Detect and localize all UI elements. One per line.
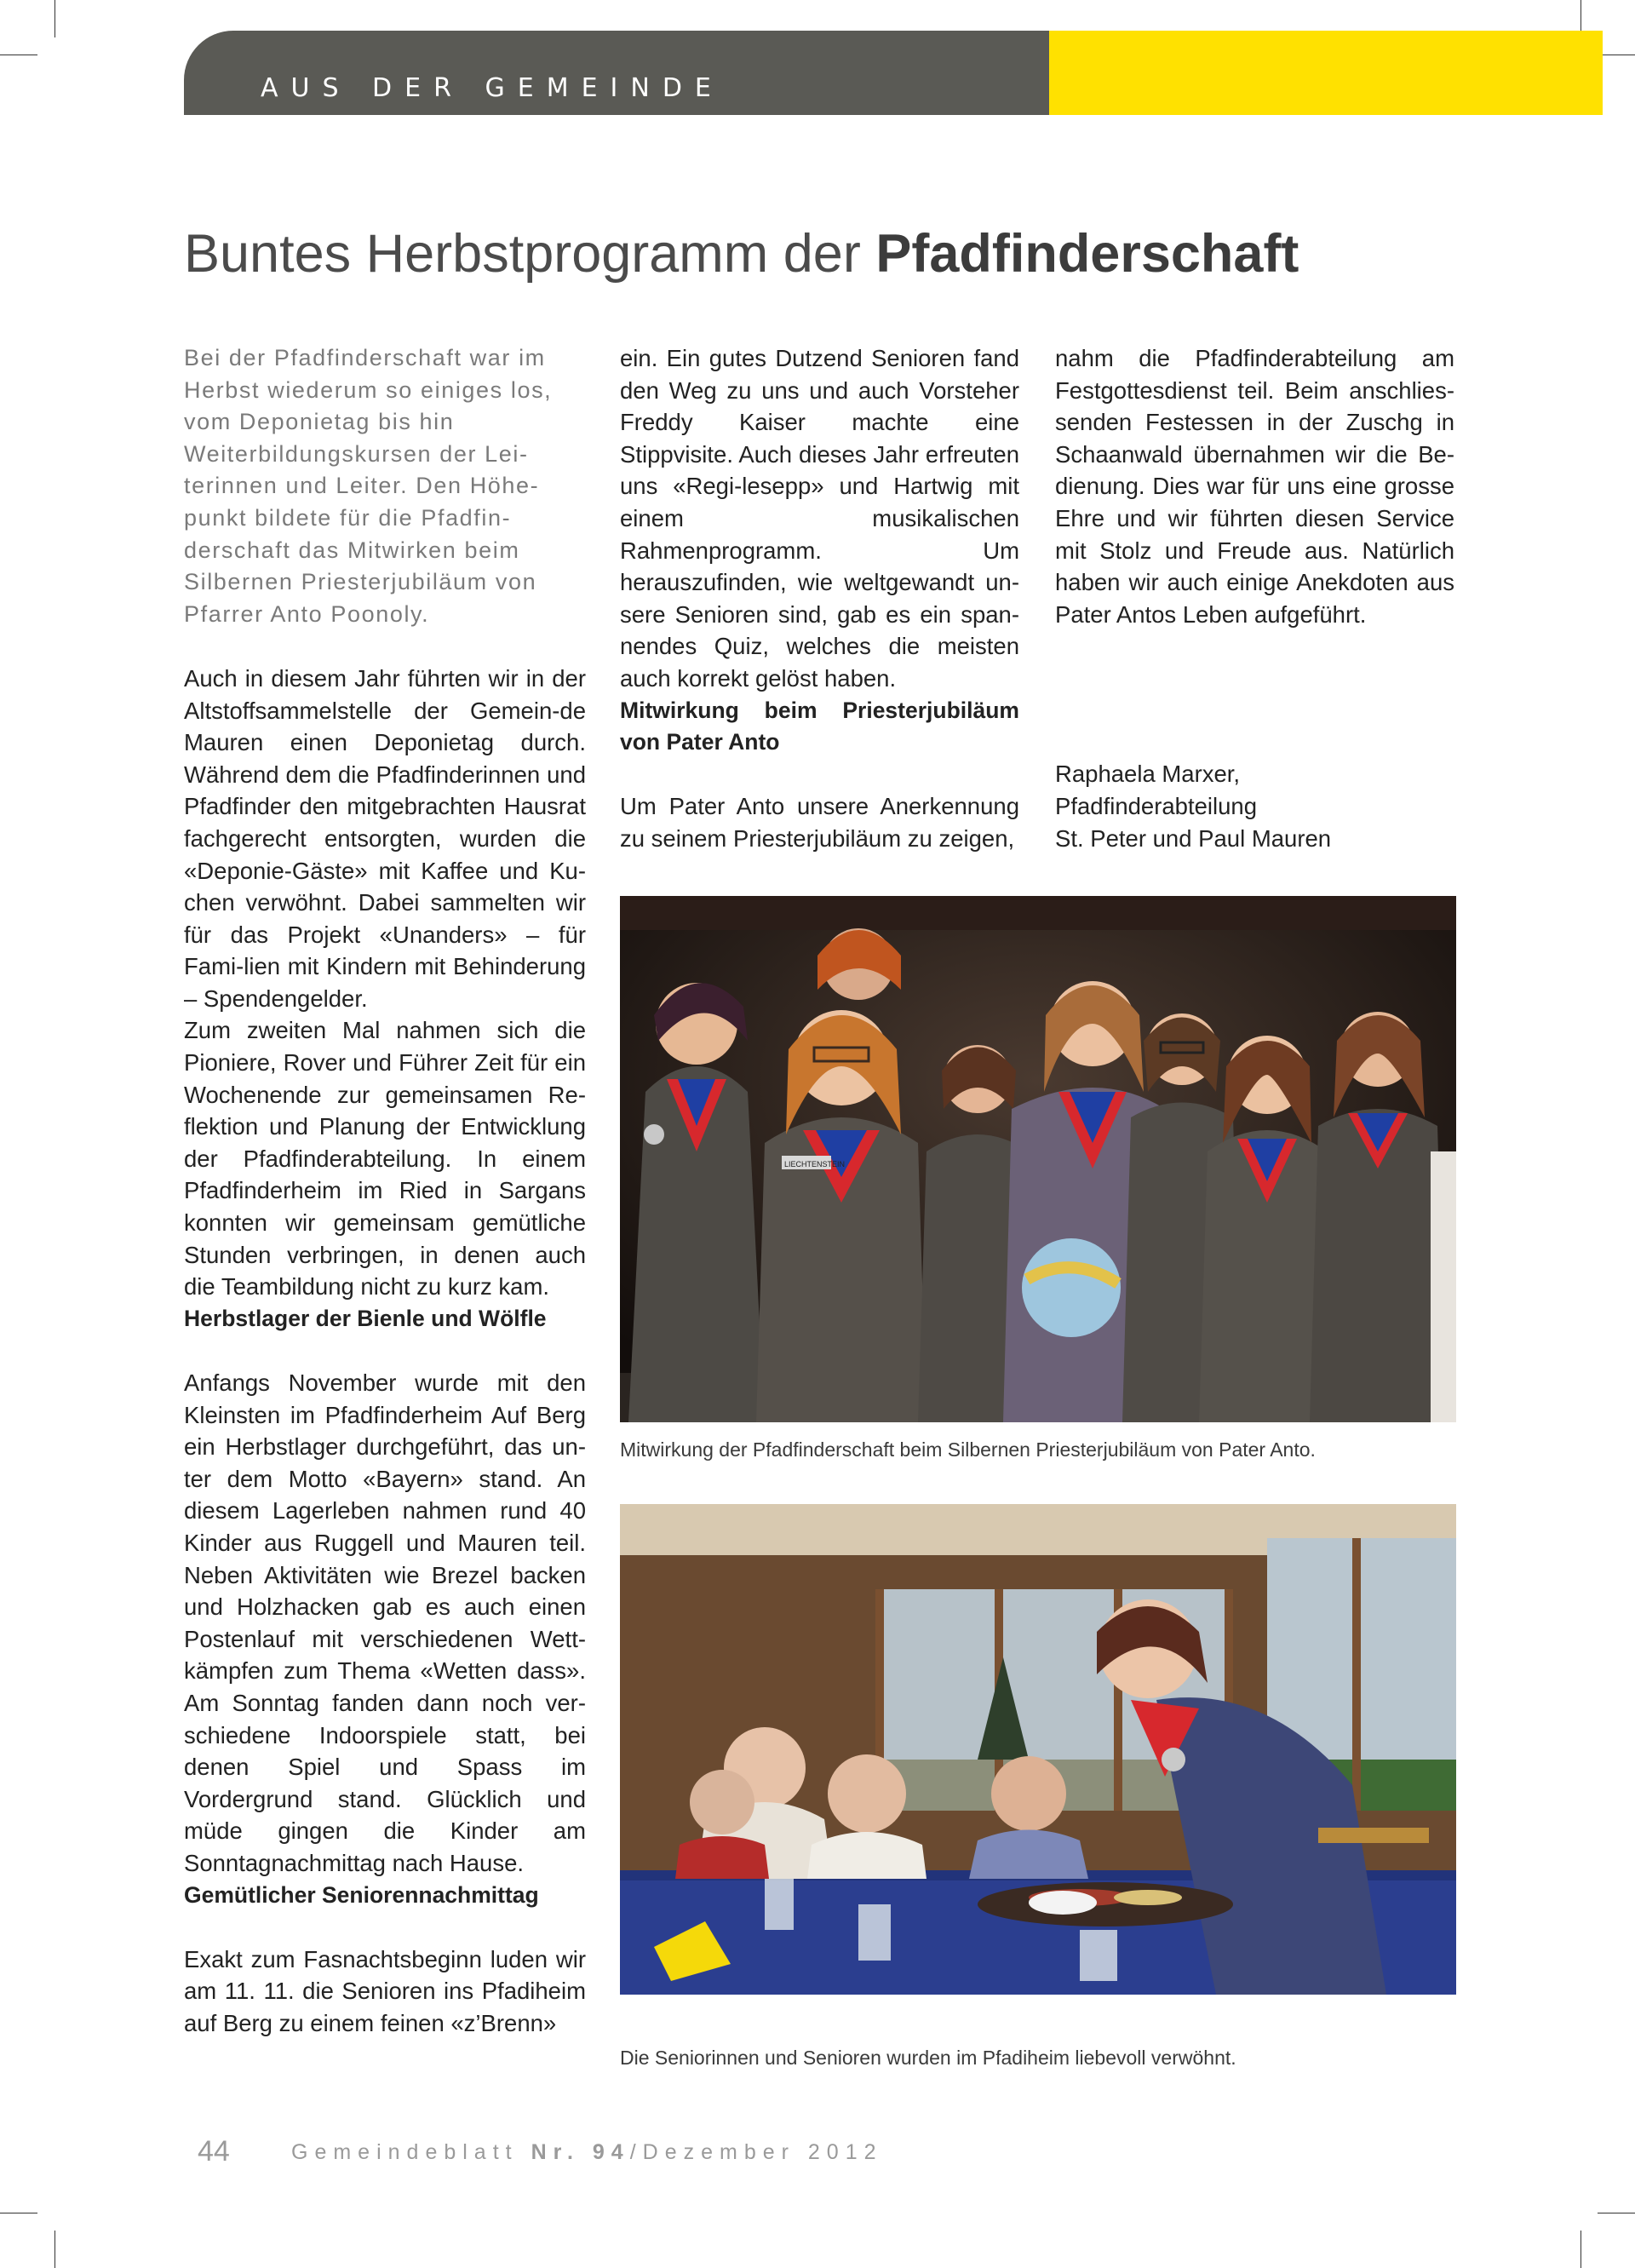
author-group: Pfadfinderabteilung [1055,792,1257,819]
photo-seniors-illustration [620,1504,1456,1995]
paragraph-wochenende: Zum zweiten Mal nahmen sich die Pioniere, Rover und Führer Zeit für ein Wochenende zur gemeinsamen Re-flektion und Planung der Entwicklung der Pfadfinderabteilung. In einem Pfadfinderheim im Ried in Sargans konnten wir gemeinsam gemütliche Stunden verbringen, in denen auch die Teambildung nicht zu kurz kam. [184,1017,586,1301]
paragraph-deponietag: Auch in diesem Jahr führten wir in der Altstoffsammelstelle der Gemein-de Mauren einen Deponietag durch. Während dem die Pfadfinderinnen und Pfadfinder den mitgebrachten Hausrat fachgerecht entsorgten, wurden die «Deponie-Gäste» mit Kaffee und Ku-chen verwöhnt. Dabei sammelten wir für das Projekt «Unanders» – für Fami-lien mit Kindern mit Behinderung – Spendengelder. [184,664,586,1012]
subheading-priesterjubilaeum: Mitwirkung beim Priesterjubiläum von Pater Anto [620,697,1019,755]
paragraph-seniorennachmittag-cont: ein. Ein gutes Dutzend Senioren fand den Weg zu uns und auch Vorsteher Freddy Kaiser machte eine Stippvisite. Auch dieses Jahr erfreuten uns «Regi-lesepp» und Hartwig mit einem musikalischen Rahmenprogramm. Um herauszufinden, wie weltgewandt un-sere Senioren sind, gab es ein span-nendes Quiz, welches die meisten auch korrekt gelöst haben. [620,345,1019,692]
photo-scouts-on-stage [620,896,1456,1422]
text-column-3 [1055,342,1454,854]
text-column-2 [620,342,1019,855]
crop-mark [54,2231,55,2268]
section-header-accent [1049,31,1603,115]
photo-scouts-illustration [620,896,1456,1422]
subheading-seniorennachmittag: Gemütlicher Seniorennachmittag [184,1881,539,1908]
section-label: AUS DER GEMEINDE [261,73,724,103]
magazine-issue [291,2139,883,2165]
paragraph-seniorennachmittag: Exakt zum Fasnachtsbeginn luden wir am 11. 11. die Senioren ins Pfadiheim auf Berg zu einem feinen «z’Brenn» [184,1945,586,2036]
paragraph-herbstlager: Anfangs November wurde mit den Kleinsten im Pfadfinderheim Auf Berg ein Herbstlager durchgeführt, das un-ter dem Motto «Bayern» stand. An diesem Lagerleben nahmen rund 40 Kinder aus Ruggell und Mauren teil. Neben Aktivitäten wie Brezel backen und Holzhacken gab es auch einen Postenlauf mit verschiedenen Wett-kämpfen zum Thema «Wetten dass». Am Sonntag fanden dann noch ver-schiedene Indoorspiele statt, bei denen Spiel und Spass im Vordergrund stand. Glücklich und müde gingen die Kinder am Sonntagnachmittag nach Hause. [184,1369,586,1876]
text-column-1 [184,342,586,2039]
crop-mark [54,0,55,37]
article-title [184,221,1299,286]
author-signature [1055,758,1454,854]
issue-date: /Dezember 2012 [629,2140,883,2164]
issue-prefix: Nr. [531,2140,580,2164]
paragraph-priesterjubilaeum: Um Pater Anto unsere Anerkennung zu seinem Priesterjubiläum zu zeigen, [620,793,1019,852]
photo-badge-text: LIECHTENSTEIN [784,1160,846,1168]
article-title-light: Buntes Herbstprogramm der [184,224,876,284]
photo-caption-1: Mitwirkung der Pfadfinderschaft beim Silbernen Priesterjubiläum von Pater Anto. [620,1438,1316,1461]
photo-seniors-at-table [620,1504,1456,1995]
article-title-bold: Pfadfinderschaft [875,224,1299,284]
article-lead: Bei der Pfadfinderschaft war im Herbst wiederum so einiges los, vom Deponietag bis hin Weiterbildungskursen der Lei-terinnen und Leiter. Den Höhe-punkt bildete für die Pfadfin-derschaft das Mitwirken beim Silbernen Priesterjubiläum von Pfarrer Anto Poonoly. [184,345,553,627]
issue-number: 94 [592,2140,630,2164]
photo-caption-2: Die Seniorinnen und Senioren wurden im Pfadiheim liebevoll verwöhnt. [620,2047,1236,2069]
paragraph-priesterjubilaeum-cont: nahm die Pfadfinderabteilung am Festgottesdienst teil. Beim anschlies-senden Festessen in der Zuschg in Schaanwald übernahmen wir die Be-dienung. Dies war für uns eine grosse Ehre und wir führten diesen Service mit Stolz und Freude aus. Natürlich haben wir auch einige Anekdoten aus Pater Antos Leben aufgeführt. [1055,345,1454,628]
crop-mark [1580,2231,1581,2268]
author-parish: St. Peter und Paul Mauren [1055,824,1332,852]
magazine-name: Gemeindeblatt [291,2140,519,2164]
subheading-herbstlager: Herbstlager der Bienle und Wölfle [184,1305,547,1331]
author-name: Raphaela Marxer, [1055,761,1241,788]
page-number: 44 [198,2135,230,2168]
